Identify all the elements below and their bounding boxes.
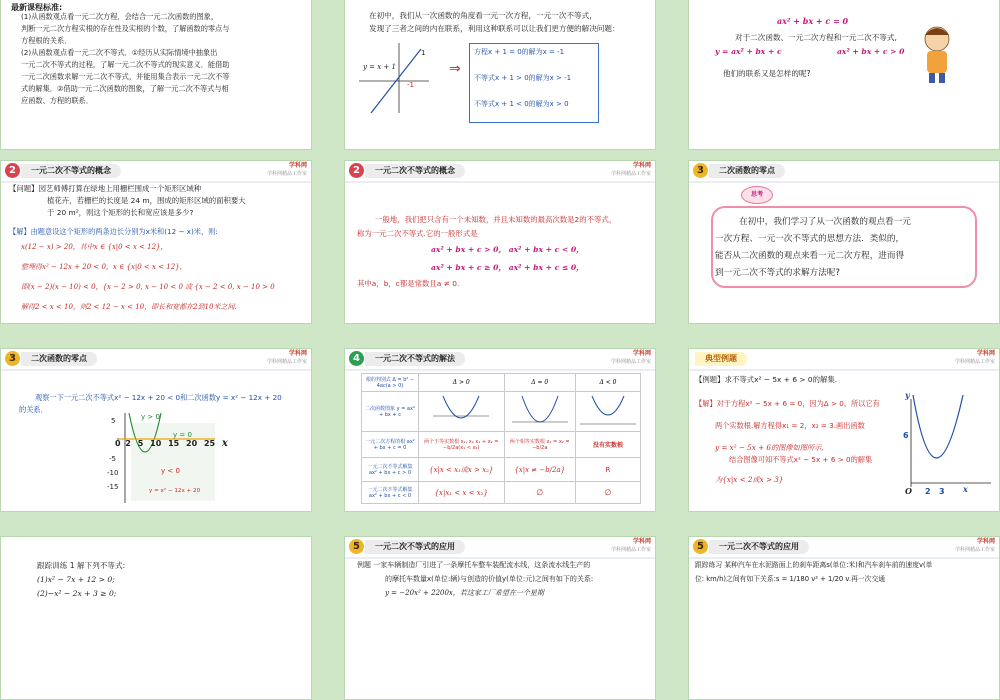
section-number: 3 (693, 163, 708, 178)
standard-line: 应函数、方程的联系． (21, 96, 93, 105)
section-title: 一元二次不等式的概念 (21, 164, 121, 178)
problem-line: 于 20 m²，则这个矩形的长和宽应该是多少? (47, 208, 194, 217)
slide-header (345, 537, 655, 559)
solution-line-4: 结合图像可知不等式x² − 5x + 6 > 0的解集 (729, 455, 873, 464)
table-head: Δ > 0 (419, 374, 505, 392)
x-tick: 5 (137, 439, 144, 448)
observe-line: 观察一下一元二次不等式x² − 12x + 20 < 0和二次函数y = x² − 12x + 20 (35, 393, 282, 402)
thinking-boy-icon (917, 21, 957, 85)
slide-header (689, 161, 999, 183)
thought-line: 在初中，我们学习了从一次函数的观点看一元 (739, 217, 911, 227)
banner: 典型例题 (695, 352, 747, 366)
graph-6-label: 6 (903, 431, 909, 440)
intro-line: 发现了三者之间的内在联系，利用这种联系可以让我们更方便的解决问题： (369, 24, 620, 33)
practice-line-1: 跟踪练习 某种汽车在水泥路面上的刹车距离s(单位:米)和汽车刹车前的速度v(单 (695, 561, 933, 569)
parabola-two-roots-icon (431, 394, 491, 428)
thought-bubble (711, 206, 977, 288)
practice-title: 跟踪训练 1 解下列不等式: (37, 561, 126, 570)
x-tick: 2 (125, 439, 131, 448)
x-tick: 20 (186, 439, 198, 448)
result-lt: 不等式x + 1 < 0的解为x > 0 (474, 100, 569, 108)
logo-subtext: 学科网精品工作室 (610, 359, 651, 365)
slide-header (1, 161, 311, 183)
section-title: 一元二次不等式的应用 (365, 540, 465, 554)
logo-text: 学科网 (288, 162, 307, 169)
example-graph (903, 395, 991, 491)
standard-line: 一元二次不等式的过程，了解一元二次不等式的现实意义．能借助 (21, 60, 230, 69)
standard-heading: 最新课程标准: (11, 3, 63, 12)
axis-minus-1: -1 (407, 81, 414, 89)
graph-3-label: 3 (939, 487, 945, 496)
table-cell: ∅ (575, 482, 640, 504)
slide-header (345, 161, 655, 183)
section-title: 二次函数的零点 (21, 352, 97, 366)
example-line-3: y = −20x² + 2200x，若这家工厂希望在一个星期 (385, 589, 544, 597)
y-tick-m5: -5 (109, 455, 116, 463)
result-eq: 方程x + 1 = 0的解为x = -1 (474, 48, 565, 56)
section-title: 一元二次不等式的概念 (365, 164, 465, 178)
intro-text (369, 9, 656, 35)
logo (267, 162, 307, 178)
solution-intro: 【解】由题意设这个矩形的两条边长分别为x米和(12 − x)米，则: (9, 227, 218, 236)
standard-line: (1)从函数观点看一元二次方程．会结合一元二次函数的图象， (21, 12, 219, 21)
step-2: 整理得x² − 12x + 20 < 0，x ∈ {x|0 < x < 12}， (21, 263, 187, 271)
slide-header (1, 349, 311, 371)
quad-ineq: ax² + bx + c > 0 (837, 47, 905, 56)
y-eq-0-label: y = 0 (173, 431, 192, 439)
table-cell: 两个相等实数根 x₁ = x₂ = −b/2a (504, 432, 575, 458)
slide-8[interactable] (344, 348, 656, 512)
logo-subtext: 学科网精品工作室 (610, 171, 651, 177)
example-line-1: 例题 一家车辆制造厂引进了一条摩托车整车装配流水线，这条流水线生产的 (357, 561, 591, 569)
logo (611, 538, 651, 554)
solution-line-1: 【解】对于方程x² − 5x + 6 = 0，因为Δ > 0，所以它有 (695, 399, 880, 408)
table-head: Δ = 0 (504, 374, 575, 392)
slide-12[interactable] (688, 536, 1000, 700)
solution-line-3: y = x² − 5x + 6的图像如图所示, (715, 443, 824, 452)
slide-4[interactable] (0, 160, 312, 324)
thought-text (715, 214, 975, 282)
y-lt-0-label: y < 0 (161, 467, 180, 475)
x-ticks (115, 437, 228, 450)
quad-eq: ax² + bx + c = 0 (777, 16, 849, 26)
observe-line-2: 的关系． (19, 405, 48, 414)
results-box (469, 43, 599, 123)
table-cell: {x|x < x₁或x > x₂} (419, 458, 505, 482)
table-cell: 两个不等实数根 x₁, x₂ x₁ + x₂ = −b/2a(x₁ < x₂) (419, 432, 505, 458)
definition-line-1: 一般地，我们把只含有一个未知数，并且未知数的最高次数是2的不等式， (375, 215, 617, 224)
slide-1[interactable] (0, 0, 312, 150)
result-gt: 不等式x + 1 > 0的解为x > -1 (474, 74, 572, 82)
solution-line-2: 两个实数根.解方程得x₁ = 2，x₂ = 3.画出函数 (715, 421, 865, 430)
section-number: 2 (5, 163, 20, 178)
thought-line: 一次方程、一元一次不等式的思想方法．类似的， (715, 234, 905, 244)
standard-line: 判断一元二次方程实根的存在性及实根的个数，了解函数的零点与 (21, 24, 230, 33)
slide-9[interactable] (688, 348, 1000, 512)
table-head: 根的判别式 Δ = b² − 4ac(a > 0) (362, 374, 419, 392)
quad-fn: y = ax² + bx + c (715, 47, 782, 56)
x-tick: 25 (203, 439, 216, 448)
section-number: 3 (5, 351, 20, 366)
logo (955, 350, 995, 366)
general-forms-1: ax² + bx + c > 0， ax² + bx + c < 0， (431, 245, 584, 254)
problem-line: 植花卉，若栅栏的长度是 24 m，围成的矩形区域的面积要大 (47, 196, 246, 205)
slide-header (345, 349, 655, 371)
logo-text: 学科网 (632, 350, 651, 357)
table-cell: ∅ (504, 482, 575, 504)
solution-line-5: 为{x|x < 2或x > 3} (715, 475, 784, 484)
logo-text: 学科网 (632, 538, 651, 545)
graph-cell-one-root (504, 392, 575, 432)
table-cell: 一元二次不等式解集 ax² + bx + c < 0 (362, 482, 419, 504)
question-line: 对于二次函数、一元二次方程和一元二次不等式, (735, 33, 897, 42)
logo-subtext: 学科网精品工作室 (954, 359, 995, 365)
logo (611, 162, 651, 178)
x-axis-label: x (221, 438, 228, 449)
thought-line: 能否从二次函数的观点来看一元二次方程，进而得 (715, 251, 905, 261)
slide-10[interactable] (0, 536, 312, 700)
table-cell: {x|x ≠ −b/2a} (504, 458, 575, 482)
practice-line-2: (2)−x² − 2x + 3 ≥ 0; (37, 589, 117, 598)
thought-line: 到一元二次不等式的求解方法呢? (715, 268, 840, 278)
problem-line: 【问题】园艺师傅打算在绿地上用栅栏围成一个矩形区域种 (9, 184, 202, 193)
logo-subtext: 学科网精品工作室 (266, 359, 307, 365)
table-cell: 一元二次方程的根 ax² + bx + c = 0 (362, 432, 419, 458)
slide-6[interactable] (688, 160, 1000, 324)
logo-subtext: 学科网精品工作室 (610, 547, 651, 553)
axis-1: 1 (421, 49, 426, 57)
logo-subtext: 学科网精品工作室 (266, 171, 307, 177)
graph-cell-two-roots (419, 392, 505, 432)
y-tick-m10: -10 (107, 469, 119, 477)
practice-line-2: 位: km/h)之间有如下关系:s = 1/180 v² + 1/20 v.再一次交通 (695, 575, 886, 583)
slide-11[interactable] (344, 536, 656, 700)
standard-line: 方程根的关系． (21, 36, 72, 45)
standard-line: 一元二次函数求解一元二次不等式，并能用集合表示一元二次不等 (21, 72, 230, 81)
standard-line: (2)从函数观点看一元二次不等式．①经历从实际情境中抽象出 (21, 48, 218, 57)
standard-text (21, 11, 311, 107)
general-forms-2: ax² + bx + c ≥ 0， ax² + bx + c ≤ 0， (431, 263, 584, 272)
section-title: 一元二次不等式的解法 (365, 352, 465, 366)
graph-x-label: x (963, 484, 968, 494)
question-line-2: 他们的联系又是怎样的呢? (723, 69, 811, 78)
graph-2-label: 2 (925, 487, 931, 496)
table-cell: R (575, 458, 640, 482)
table-cell: 没有实数根 (575, 432, 640, 458)
y-gt-0-label: y > 0 (141, 413, 160, 421)
section-number: 5 (349, 539, 364, 554)
table-head: Δ < 0 (575, 374, 640, 392)
table-cell: 二次函数图象 y = ax² + bx + c (362, 392, 419, 432)
x-tick: 10 (150, 439, 162, 448)
slide-2[interactable] (344, 0, 656, 150)
section-number: 2 (349, 163, 364, 178)
x-tick: 0 (115, 439, 121, 448)
logo-text: 学科网 (632, 162, 651, 169)
curve-label: y = x² − 12x + 20 (149, 488, 201, 494)
section-number: 5 (693, 539, 708, 554)
example-line-2: 的摩托车数量x(单位:辆)与创造的价值y(单位:元)之间有如下的关系: (385, 575, 594, 583)
think-badge: 思考 (741, 186, 773, 204)
intro-line: 在初中，我们从一次函数的角度看一元一次方程，一元一次不等式， (369, 11, 597, 20)
section-number: 4 (349, 351, 364, 366)
standard-line: 式的解集．②借助一元二次函数的图象，了解一元二次不等式与相 (21, 84, 229, 93)
graph-origin-label: O (905, 486, 912, 496)
section-title: 二次函数的零点 (709, 164, 785, 178)
graph-cell-no-root (575, 392, 640, 432)
table-cell: 一元二次不等式解集 ax² + bx + c > 0 (362, 458, 419, 482)
table-cell: {x|x₁ < x < x₂} (419, 482, 505, 504)
linear-graph (359, 43, 429, 113)
slide-header (689, 349, 999, 371)
logo (611, 350, 651, 366)
example-line: 【例题】求不等式x² − 5x + 6 > 0的解集. (695, 375, 838, 384)
problem-text (9, 183, 309, 219)
solution-table (361, 373, 641, 504)
implies-arrow: ⇒ (449, 61, 461, 77)
y-tick-m15: -15 (107, 483, 119, 491)
logo-text: 学科网 (288, 350, 307, 357)
graph-label: y = x + 1 (363, 63, 396, 71)
graph-y-label: y (905, 390, 910, 400)
logo (955, 538, 995, 554)
slide-5[interactable] (344, 160, 656, 324)
y-tick-5: 5 (111, 417, 116, 425)
slide-header (689, 537, 999, 559)
logo (267, 350, 307, 366)
step-4: 解得2 < x < 10，则2 < 12 − x < 10，即长和宽都在2到10米之间. (21, 303, 237, 311)
slide-3[interactable] (688, 0, 1000, 150)
definition-line-2: 称为一元二次不等式.它的一般形式是 (357, 229, 478, 238)
logo-subtext: 学科网精品工作室 (954, 547, 995, 553)
x-tick: 15 (168, 439, 180, 448)
parabola-one-root-icon (510, 394, 570, 428)
definition-line-3: 其中a，b，c都是常数且a ≠ 0. (357, 279, 460, 288)
parabola-no-root-icon (578, 394, 638, 428)
parabola-curve (913, 395, 963, 458)
step-3: 即(x − 2)(x − 10) < 0，{x − 2 > 0, x − 10 < 0 或 {x − 2 < 0, x − 10 > 0 (21, 283, 275, 291)
slide-7[interactable] (0, 348, 312, 512)
practice-line-1: (1)x² − 7x + 12 > 0; (37, 575, 115, 584)
section-title: 一元二次不等式的应用 (709, 540, 809, 554)
step-1: x(12 − x) > 20，其中x ∈ {x|0 < x < 12}， (21, 243, 168, 251)
logo-text: 学科网 (976, 350, 995, 357)
logo-text: 学科网 (976, 538, 995, 545)
